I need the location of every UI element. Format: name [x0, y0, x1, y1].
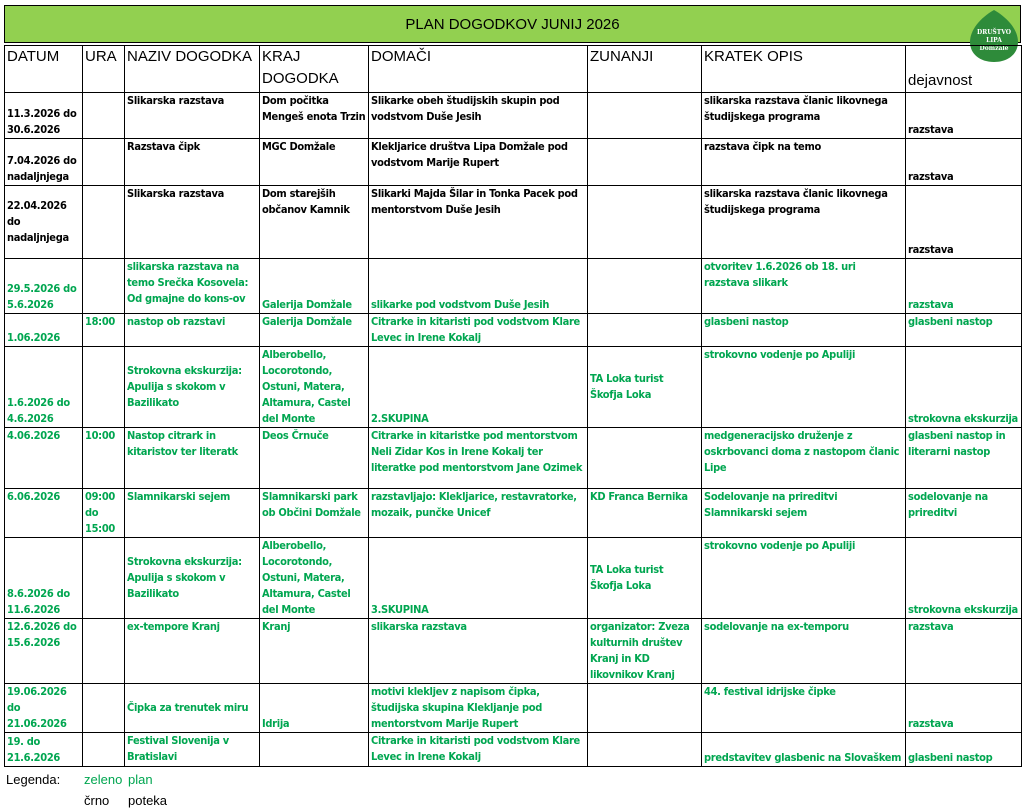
logo-line3: Domžale: [979, 45, 1009, 52]
cell-kraj: Alberobello, Locorotondo, Ostuni, Matera, Altamura, Castel del Monte: [260, 538, 369, 619]
cell-datum: 12.6.2026 do 15.6.2026: [5, 619, 83, 684]
cell-ura: [83, 538, 125, 619]
cell-naziv: Nastop citrark in kitaristov ter literatk: [125, 428, 260, 489]
cell-ura: [83, 347, 125, 428]
cell-zunanji: [588, 259, 702, 314]
cell-ura: [83, 733, 125, 767]
cell-domaci: slikarke pod vodstvom Duše Jesih: [369, 259, 588, 314]
cell-dejavnost: razstava: [906, 259, 1022, 314]
cell-domaci: 2.SKUPINA: [369, 347, 588, 428]
cell-datum: 4.06.2026: [5, 428, 83, 489]
cell-ura: [83, 684, 125, 733]
cell-domaci: 3.SKUPINA: [369, 538, 588, 619]
cell-domaci: Slikarke obeh študijskih skupin pod vodstvom Duše Jesih: [369, 93, 588, 139]
cell-domaci: motivi klekljev z napisom čipka, študijska skupina Klekljanje pod mentorstvom Marije Rupert: [369, 684, 588, 733]
logo-line1: DRUŠTVO: [977, 29, 1011, 36]
table-row: [5, 259, 1022, 314]
cell-naziv: Strokovna ekskurzija: Apulija s skokom v Bazilikato: [125, 538, 260, 619]
cell-domaci: slikarska razstava: [369, 619, 588, 684]
cell-opis: slikarska razstava članic likovnega študijskega programa: [702, 93, 906, 139]
cell-ura: 18:00: [83, 314, 125, 347]
cell-opis: 44. festival idrijske čipke: [702, 684, 906, 733]
cell-domaci: Citrarke in kitaristi pod vodstvom Klare Levec in Irene Kokalj: [369, 314, 588, 347]
table-row: [5, 186, 1022, 259]
legend-label: Legenda:: [6, 772, 61, 787]
table-row: [5, 314, 1022, 347]
cell-opis: glasbeni nastop: [702, 314, 906, 347]
cell-naziv: Razstava čipk: [125, 139, 260, 186]
cell-ura: [83, 139, 125, 186]
cell-domaci: razstavljajo: Klekljarice, restavratorke, mozaik, punčke Unicef: [369, 489, 588, 538]
cell-opis: predstavitev glasbenic na Slovaškem: [702, 733, 906, 767]
cell-dejavnost: razstava: [906, 619, 1022, 684]
cell-dejavnost: glasbeni nastop in literarni nastop: [906, 428, 1022, 489]
table-row: [5, 93, 1022, 139]
cell-domaci: Slikarki Majda Šilar in Tonka Pacek pod mentorstvom Duše Jesih: [369, 186, 588, 259]
cell-kraj: Galerija Domžale: [260, 259, 369, 314]
legend-green-meaning: plan: [128, 772, 153, 787]
cell-naziv: nastop ob razstavi: [125, 314, 260, 347]
cell-zunanji: TA Loka turist Škofja Loka: [588, 347, 702, 428]
cell-zunanji: organizator: Zveza kulturnih društev Kranj in KD likovnikov Kranj: [588, 619, 702, 684]
cell-kraj: MGC Domžale: [260, 139, 369, 186]
cell-kraj: Deos Črnuče: [260, 428, 369, 489]
cell-kraj: Alberobello, Locorotondo, Ostuni, Matera, Altamura, Castel del Monte: [260, 347, 369, 428]
cell-datum: 29.5.2026 do 5.6.2026: [5, 259, 83, 314]
table-row: [5, 733, 1022, 767]
cell-ura: [83, 93, 125, 139]
header-opis: KRATEK OPIS: [702, 46, 906, 93]
cell-datum: 7.04.2026 do nadaljnjega: [5, 139, 83, 186]
header-zunanji: ZUNANJI: [588, 46, 702, 93]
table-row: [5, 139, 1022, 186]
cell-datum: 19. do 21.6.2026: [5, 733, 83, 767]
cell-ura: [83, 619, 125, 684]
cell-opis: sodelovanje na ex-temporu: [702, 619, 906, 684]
events-table: [4, 45, 1022, 767]
cell-kraj: Kranj: [260, 619, 369, 684]
table-row: [5, 619, 1022, 684]
cell-naziv: Strokovna ekskurzija: Apulija s skokom v Bazilikato: [125, 347, 260, 428]
cell-naziv: Slamnikarski sejem: [125, 489, 260, 538]
cell-naziv: ex-tempore Kranj: [125, 619, 260, 684]
cell-domaci: Citrarke in kitaristke pod mentorstvom Neli Zidar Kos in Irene Kokalj ter literatke pod mentorstvom Jane Ozimek: [369, 428, 588, 489]
header-ura: URA: [83, 46, 125, 93]
cell-naziv: slikarska razstava na temo Srečka Kosovela: Od gmajne do kons-ov: [125, 259, 260, 314]
cell-opis: razstava čipk na temo: [702, 139, 906, 186]
page-title: PLAN DOGODKOV JUNIJ 2026: [4, 5, 1021, 43]
cell-naziv: Slikarska razstava: [125, 93, 260, 139]
cell-opis: medgeneracijsko druženje z oskrbovanci doma z nastopom članic Lipe: [702, 428, 906, 489]
cell-opis: otvoritev 1.6.2026 ob 18. uri razstava slikark: [702, 259, 906, 314]
cell-datum: 11.3.2026 do 30.6.2026: [5, 93, 83, 139]
table-header-row: [5, 46, 1022, 93]
header-naziv: NAZIV DOGODKA: [125, 46, 260, 93]
cell-datum: 1.6.2026 do 4.6.2026: [5, 347, 83, 428]
cell-naziv: Slikarska razstava: [125, 186, 260, 259]
table-row: [5, 684, 1022, 733]
legend-black-meaning: poteka: [128, 793, 168, 808]
cell-kraj: [260, 733, 369, 767]
cell-datum: 8.6.2026 do 11.6.2026: [5, 538, 83, 619]
cell-ura: 10:00: [83, 428, 125, 489]
cell-zunanji: [588, 684, 702, 733]
table-row: [5, 538, 1022, 619]
cell-dejavnost: sodelovanje na prireditvi: [906, 489, 1022, 538]
header-datum: DATUM: [5, 46, 83, 93]
cell-zunanji: [588, 93, 702, 139]
cell-kraj: Dom počitka Mengeš enota Trzin: [260, 93, 369, 139]
cell-zunanji: [588, 186, 702, 259]
cell-zunanji: [588, 139, 702, 186]
cell-kraj: Idrija: [260, 684, 369, 733]
cell-dejavnost: razstava: [906, 684, 1022, 733]
cell-dejavnost: razstava: [906, 93, 1022, 139]
cell-dejavnost: glasbeni nastop: [906, 314, 1022, 347]
cell-ura: [83, 186, 125, 259]
cell-naziv: Čipka za trenutek miru: [125, 684, 260, 733]
table-row: [5, 489, 1022, 538]
cell-datum: 6.06.2026: [5, 489, 83, 538]
cell-datum: 1.06.2026: [5, 314, 83, 347]
cell-opis: slikarska razstava članic likovnega študijskega programa: [702, 186, 906, 259]
legend-black-word: črno: [84, 793, 110, 808]
legend-green-word: zeleno: [84, 772, 123, 787]
cell-ura: [83, 259, 125, 314]
cell-zunanji: [588, 428, 702, 489]
cell-dejavnost: glasbeni nastop: [906, 733, 1022, 767]
cell-opis: Sodelovanje na prireditvi Slamnikarski sejem: [702, 489, 906, 538]
cell-dejavnost: strokovna ekskurzija: [906, 347, 1022, 428]
cell-zunanji: [588, 733, 702, 767]
cell-domaci: Klekljarice društva Lipa Domžale pod vodstvom Marije Rupert: [369, 139, 588, 186]
header-domaci: DOMAČI: [369, 46, 588, 93]
cell-naziv: Festival Slovenija v Bratislavi: [125, 733, 260, 767]
cell-kraj: Galerija Domžale: [260, 314, 369, 347]
cell-kraj: Slamnikarski park ob Občini Domžale: [260, 489, 369, 538]
cell-zunanji: KD Franca Bernika: [588, 489, 702, 538]
cell-zunanji: [588, 314, 702, 347]
header-dejavnost: dejavnost: [906, 46, 1022, 93]
cell-dejavnost: razstava: [906, 139, 1022, 186]
cell-opis: strokovno vodenje po Apuliji: [702, 347, 906, 428]
header-kraj: KRAJ DOGODKA: [260, 46, 369, 93]
cell-datum: 22.04.2026 do nadaljnjega: [5, 186, 83, 259]
cell-datum: 19.06.2026 do 21.06.2026: [5, 684, 83, 733]
cell-opis: strokovno vodenje po Apuliji: [702, 538, 906, 619]
cell-dejavnost: razstava: [906, 186, 1022, 259]
cell-kraj: Dom starejših občanov Kamnik: [260, 186, 369, 259]
cell-dejavnost: strokovna ekskurzija: [906, 538, 1022, 619]
cell-zunanji: TA Loka turist Škofja Loka: [588, 538, 702, 619]
table-row: [5, 428, 1022, 489]
table-row: [5, 347, 1022, 428]
cell-ura: 09:00 do 15:00: [83, 489, 125, 538]
cell-domaci: Citrarke in kitaristi pod vodstvom Klare Levec in Irene Kokalj: [369, 733, 588, 767]
logo-line2: LIPA: [986, 37, 1002, 44]
